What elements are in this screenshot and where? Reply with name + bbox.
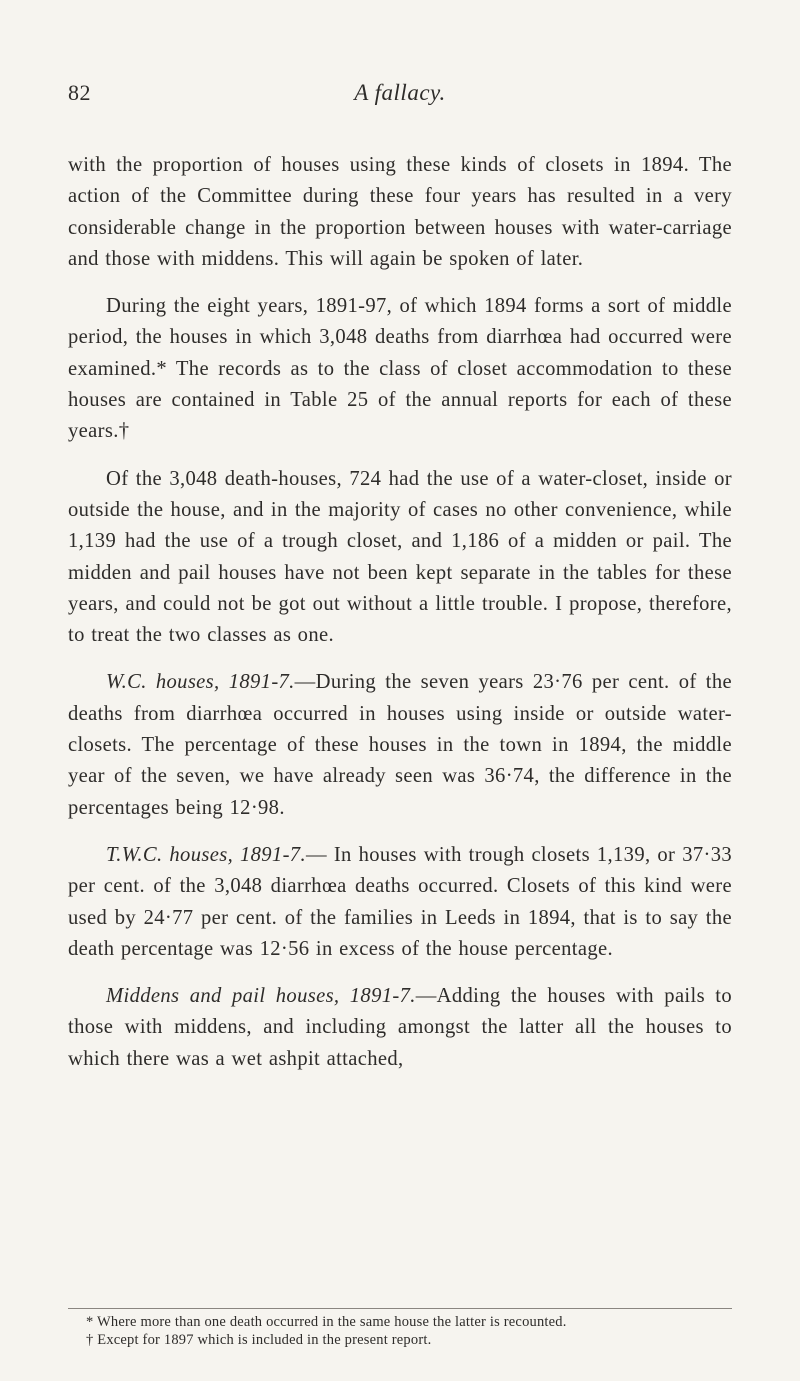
paragraph-lead-twc: T.W.C. houses, 1891-7. xyxy=(106,843,306,866)
paragraph-text: — In houses with trough closets 1,139, or 37·33 per cent. of the 3,048 diarrhœa deaths occurred. Closets of this kind were used by 24·77 per cent. of the families in Leeds in 1894, that is to say the death percentage was 12·56 in excess of the house percentage. xyxy=(68,843,732,960)
paragraph-lead-middens: Middens and pail houses, 1891-7. xyxy=(106,985,416,1008)
body-text xyxy=(68,150,732,1091)
paragraph-text: Of the 3,048 death-houses, 724 had the use of a water-closet, inside or outside the house, and in the majority of cases no other convenience, while 1,139 had the use of a trough closet, and 1,186 of a midden or pail. The midden and pail houses have not been kept separate in the tables for these years, and could not be got out without a little trouble. I propose, therefore, to treat the two classes as one. xyxy=(68,467,732,647)
paragraph-text: —During the seven years 23·76 per cent. of the deaths from diarrhœa occurred in houses using inside or outside water-closets. The percentage of these houses in the town in 1894, the middle year of the seven, we have already seen was 36·74, the difference in the percentages being 12·98. xyxy=(68,671,732,819)
paragraph-wc-houses xyxy=(68,667,732,823)
page-number: 82 xyxy=(68,80,91,105)
paragraph-middens xyxy=(68,981,732,1075)
paragraph-lead-wc: W.C. houses, 1891-7. xyxy=(106,671,295,694)
footnotes xyxy=(68,1308,732,1349)
page-header xyxy=(0,80,800,120)
paragraph-text: with the proportion of houses using these kinds of closets in 1894. The action of the Committee during these four years has resulted in a very considerable change in the proportion between houses with water-carriage and those with middens. This will again be spoken of later. xyxy=(68,154,732,270)
running-title: A fallacy. xyxy=(354,80,446,105)
footnote-asterisk: * Where more than one death occurred in the same house the latter is recounted. xyxy=(86,1314,567,1330)
footnote-dagger: † Except for 1897 which is included in the present report. xyxy=(86,1332,432,1348)
paragraph-text: During the eight years, 1891-97, of which 1894 forms a sort of middle period, the houses in which 3,048 deaths from diarrhœa had occurred were examined.* The records as to the class of closet accommodation to these houses are contained in Table 25 of the annual reports for each of these years.† xyxy=(68,295,732,443)
paragraph-eight-years xyxy=(68,291,732,447)
paragraph-death-houses xyxy=(68,464,732,652)
paragraph-continuation xyxy=(68,150,732,275)
paragraph-twc-houses xyxy=(68,840,732,965)
paragraph-text: —Adding the houses with pails to those with middens, and including amongst the latter all the houses to which there was a wet ashpit attached, xyxy=(68,985,732,1070)
